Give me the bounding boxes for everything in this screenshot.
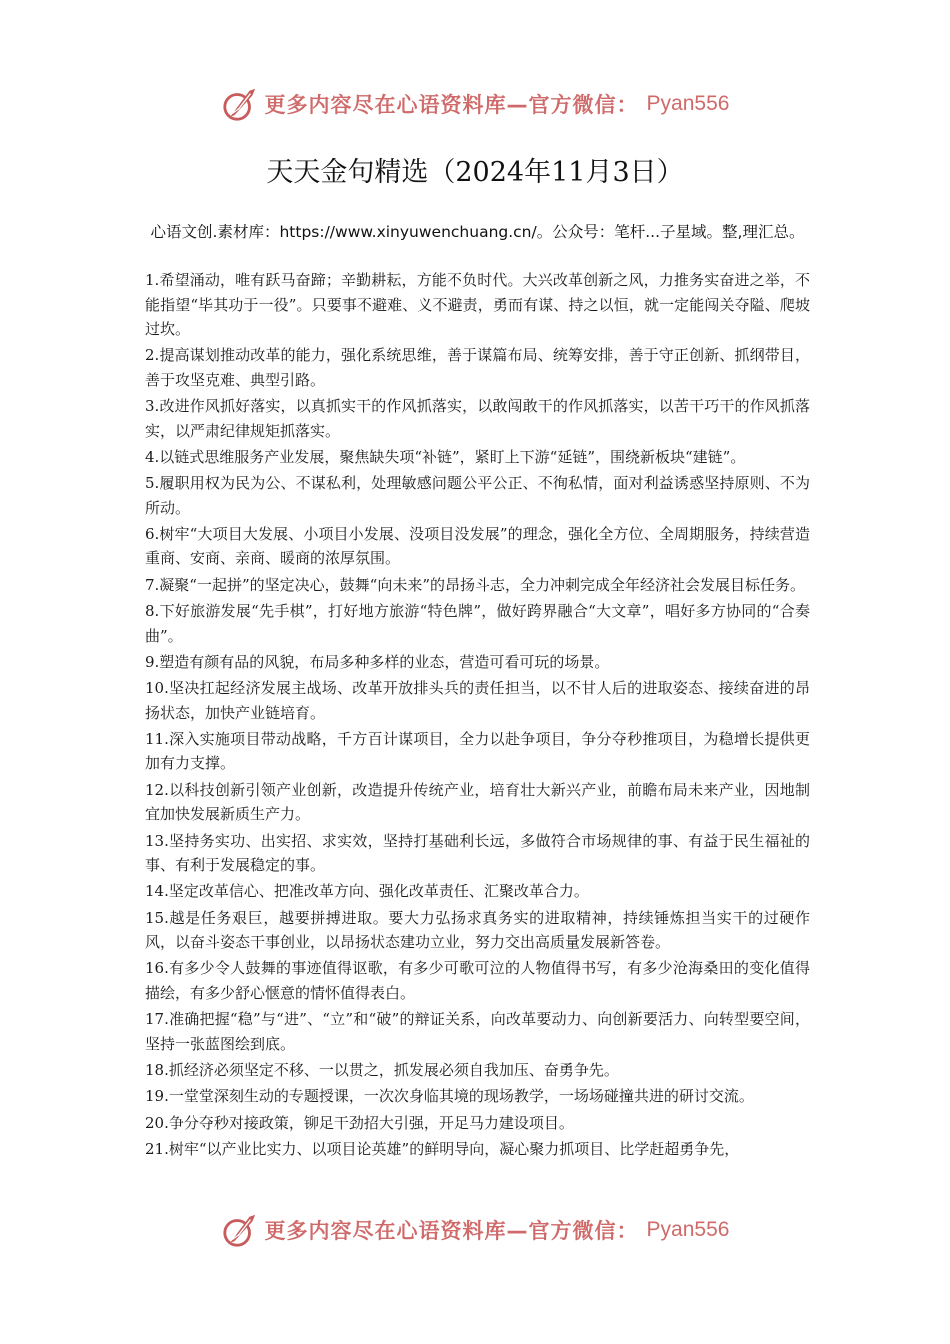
quote-paragraph: 11.深入实施项目带动战略，千方百计谋项目，全力以赴争项目，争分夺秒推项目，为稳增长提供更加有力支撑。 — [145, 729, 810, 773]
quote-paragraph: 18.抓经济必须坚定不移、一以贯之，抓发展必须自我加压、奋勇争先。 — [145, 1061, 619, 1080]
banner-text: 更多内容尽在心语资料库—官方微信： — [264, 1219, 639, 1243]
banner-text: 更多内容尽在心语资料库—官方微信： — [264, 93, 639, 117]
quote-paragraph: 6.树牢“大项目大发展、小项目小发展、没项目没发展”的理念，强化全方位、全周期服务，持续营造重商、安商、亲商、暖商的浓厚氛围。 — [145, 524, 810, 568]
quote-paragraph: 12.以科技创新引领产业创新，改造提升传统产业，培育壮大新兴产业，前瞻布局未来产业，因地制宜加快发展新质生产力。 — [145, 780, 810, 824]
wechat-id: Pyan556 — [646, 92, 730, 115]
feather-pen-logo-icon — [221, 1211, 259, 1249]
quote-paragraph: 9.塑造有颜有品的风貌，布局多种多样的业态，营造可看可玩的场景。 — [145, 652, 610, 671]
footer-banner — [0, 1208, 950, 1252]
quote-paragraph: 5.履职用权为民为公、不谋私利，处理敏感问题公平公正、不徇私情，面对利益诱惑坚持原则、不为所动。 — [145, 474, 810, 517]
quote-paragraph: 8.下好旅游发展“先手棋”，打好地方旅游“特色牌”，做好跨界融合“大文章”，唱好多方协同的“合奏曲”。 — [145, 602, 810, 645]
quote-paragraph: 3.改进作风抓好落实，以真抓实干的作风抓落实，以敢闯敢干的作风抓落实，以苦干巧干的作风抓落实，以严肃纪律规矩抓落实。 — [145, 397, 810, 440]
quote-paragraph: 15.越是任务艰巨，越要拼搏进取。要大力弘扬求真务实的进取精神，持续锤炼担当实干的过硬作风，以奋斗姿态干事创业，以昂扬状态建功立业，努力交出高质量发展新答卷。 — [145, 908, 810, 952]
quote-paragraph: 20.争分夺秒对接政策，铆足干劲招大引强，开足马力建设项目。 — [145, 1113, 574, 1132]
quote-paragraph: 14.坚定改革信心、把准改革方向、强化改革责任、汇聚改革合力。 — [145, 882, 589, 901]
quote-paragraph: 4.以链式思维服务产业发展，聚焦缺失项“补链”，紧盯上下游“延链”，围绕新板块“建链”。 — [145, 447, 746, 466]
source-line: 心语文创.素材库：https://www.xinyuwenchuang.cn/。公众号：笔杆...子星域。整,理汇总。 — [150, 223, 805, 241]
page-title: 天天金句精选（2024年11月3日） — [266, 157, 684, 188]
header-banner — [0, 82, 950, 126]
quote-paragraph: 10.坚决扛起经济发展主战场、改革开放排头兵的责任担当，以不甘人后的进取姿态、接续奋进的昂扬状态，加快产业链培育。 — [145, 679, 810, 722]
document-body — [145, 268, 810, 1163]
quote-paragraph: 2.提高谋划推动改革的能力，强化系统思维，善于谋篇布局、统筹安排，善于守正创新、抓纲带目，善于攻坚克难、典型引路。 — [145, 346, 810, 389]
quote-paragraph: 16.有多少令人鼓舞的事迹值得讴歌，有多少可歌可泣的人物值得书写，有多少沧海桑田的变化值得描绘，有多少舒心惬意的情怀值得表白。 — [145, 959, 810, 1002]
feather-pen-logo-icon — [221, 85, 259, 123]
wechat-id: Pyan556 — [646, 1218, 730, 1241]
quote-paragraph: 1.希望涌动，唯有跃马奋蹄；辛勤耕耘，方能不负时代。大兴改革创新之风，力推务实奋进之举，不能指望“毕其功于一役”。只要事不避难、义不避责，勇而有谋、持之以恒，就一定能闯关夺隘、爬坡过坎。 — [145, 271, 810, 338]
quote-paragraph: 7.凝聚“一起拼”的坚定决心，鼓舞“向未来”的昂扬斗志，全力冲刺完成全年经济社会发展目标任务。 — [145, 575, 805, 594]
quote-paragraph: 17.准确把握“稳”与“进”、“立”和“破”的辩证关系，向改革要动力、向创新要活力、向转型要空间，坚持一张蓝图绘到底。 — [145, 1010, 810, 1053]
quote-paragraph: 21.树牢“以产业比实力、以项目论英雄”的鲜明导向，凝心聚力抓项目、比学赶超勇争先， — [145, 1139, 740, 1158]
quote-paragraph: 13.坚持务实功、出实招、求实效，坚持打基础利长远，多做符合市场规律的事、有益于民生福祉的事、有利于发展稳定的事。 — [145, 831, 810, 875]
quote-paragraph: 19.一堂堂深刻生动的专题授课，一次次身临其境的现场教学，一场场碰撞共进的研讨交流。 — [145, 1087, 754, 1106]
